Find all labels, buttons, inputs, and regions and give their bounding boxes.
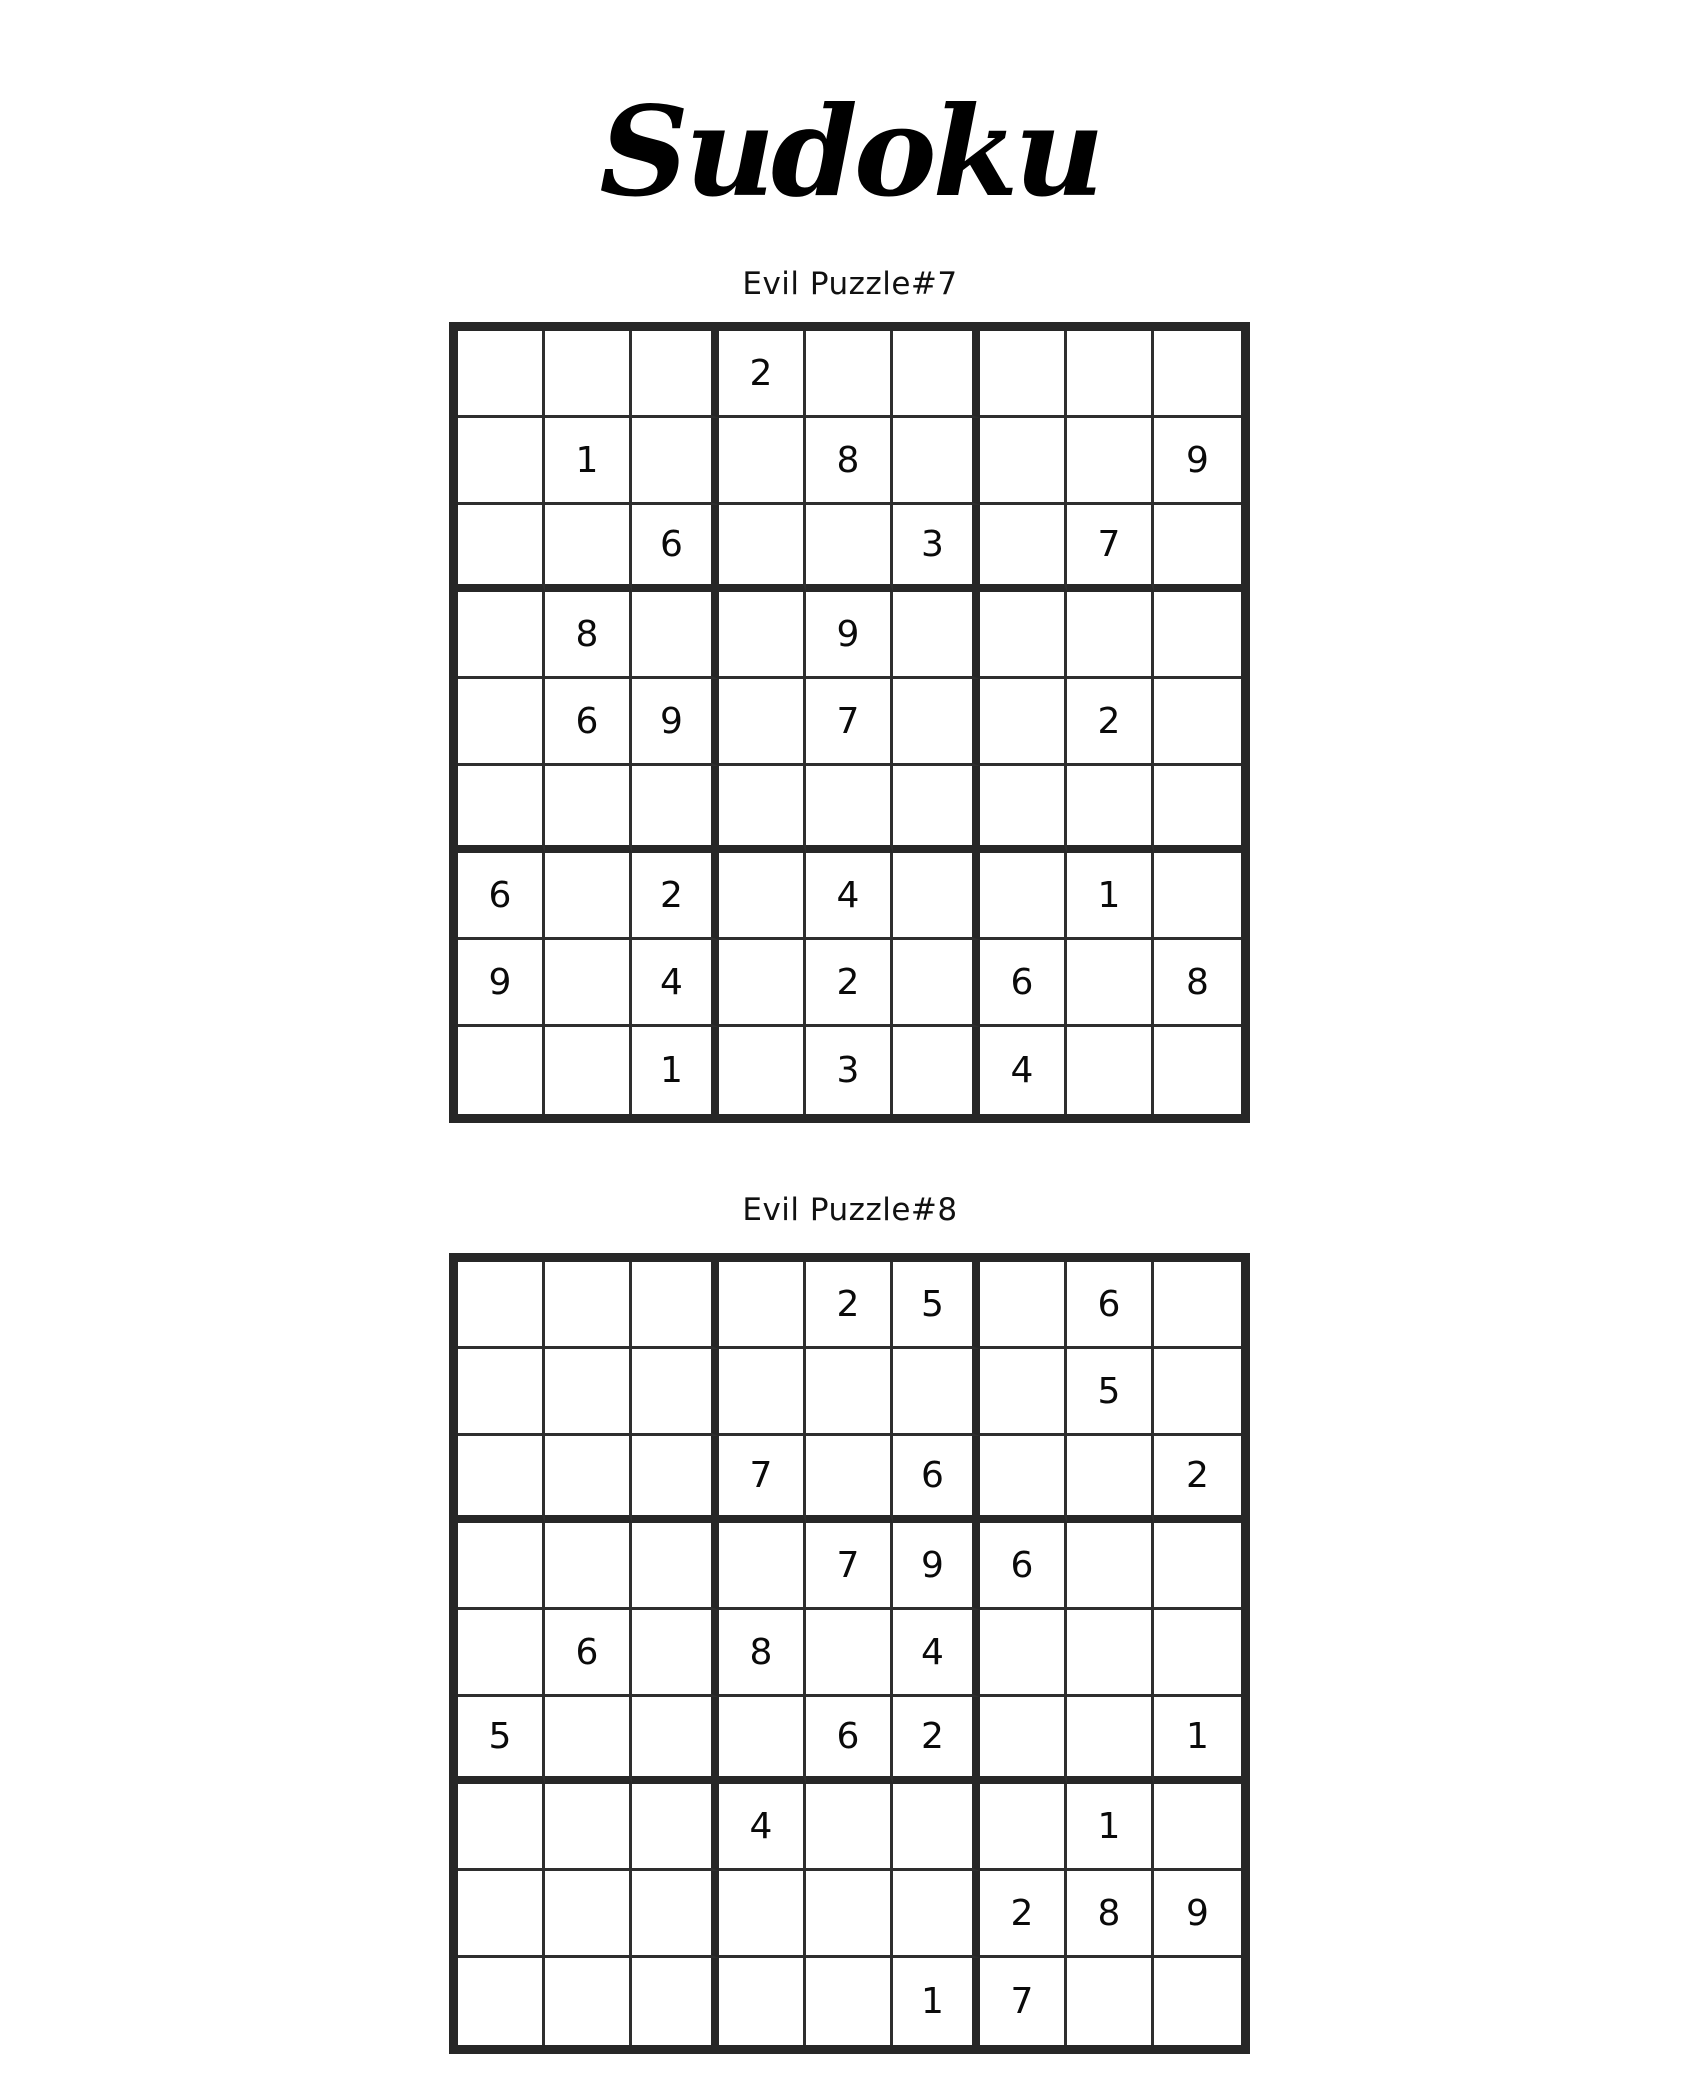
sudoku-cell[interactable]: 4 xyxy=(893,1610,980,1697)
sudoku-cell[interactable]: 5 xyxy=(458,1697,545,1784)
sudoku-cell[interactable] xyxy=(458,1436,545,1523)
sudoku-cell[interactable] xyxy=(458,1523,545,1610)
sudoku-cell[interactable] xyxy=(545,1697,632,1784)
sudoku-cell[interactable]: 1 xyxy=(1154,1697,1241,1784)
sudoku-cell[interactable] xyxy=(806,331,893,418)
sudoku-cell[interactable] xyxy=(893,679,980,766)
sudoku-cell[interactable] xyxy=(719,1871,806,1958)
sudoku-cell[interactable] xyxy=(1067,331,1154,418)
sudoku-cell[interactable]: 2 xyxy=(1067,679,1154,766)
sudoku-cell[interactable]: 2 xyxy=(1154,1436,1241,1523)
sudoku-cell[interactable] xyxy=(806,1871,893,1958)
sudoku-cell[interactable]: 2 xyxy=(893,1697,980,1784)
sudoku-cell[interactable] xyxy=(458,679,545,766)
sudoku-cell[interactable] xyxy=(1154,592,1241,679)
sudoku-cell[interactable]: 2 xyxy=(719,331,806,418)
sudoku-cell[interactable] xyxy=(632,1349,719,1436)
sudoku-cell[interactable] xyxy=(458,1262,545,1349)
sudoku-cell[interactable] xyxy=(893,1784,980,1871)
sudoku-cell[interactable] xyxy=(545,1349,632,1436)
sudoku-cell[interactable] xyxy=(545,1871,632,1958)
sudoku-cell[interactable] xyxy=(1154,1027,1241,1114)
sudoku-cell[interactable] xyxy=(806,1349,893,1436)
sudoku-cell[interactable]: 7 xyxy=(806,679,893,766)
puzzle-label-7: Evil Puzzle#7 xyxy=(742,266,958,302)
sudoku-cell[interactable]: 3 xyxy=(806,1027,893,1114)
sudoku-cell[interactable] xyxy=(806,505,893,592)
sudoku-cell[interactable]: 7 xyxy=(719,1436,806,1523)
sudoku-cell[interactable] xyxy=(632,418,719,505)
sudoku-cell[interactable] xyxy=(545,1784,632,1871)
sudoku-cell[interactable] xyxy=(545,853,632,940)
sudoku-cell[interactable]: 9 xyxy=(458,940,545,1027)
sudoku-cell[interactable] xyxy=(1154,331,1241,418)
sudoku-cell[interactable] xyxy=(980,1697,1067,1784)
sudoku-cell[interactable] xyxy=(632,1958,719,2045)
sudoku-cell[interactable]: 7 xyxy=(980,1958,1067,2045)
sudoku-cell[interactable] xyxy=(806,1610,893,1697)
sudoku-cell[interactable]: 8 xyxy=(719,1610,806,1697)
sudoku-cell[interactable]: 6 xyxy=(980,940,1067,1027)
sudoku-cell[interactable] xyxy=(1154,1610,1241,1697)
sudoku-cell[interactable]: 9 xyxy=(806,592,893,679)
sudoku-cell[interactable] xyxy=(632,1610,719,1697)
sudoku-cell[interactable]: 7 xyxy=(806,1523,893,1610)
sudoku-cell[interactable] xyxy=(719,505,806,592)
sudoku-cell[interactable] xyxy=(545,505,632,592)
sudoku-cell[interactable] xyxy=(632,1523,719,1610)
sudoku-cell[interactable] xyxy=(719,1027,806,1114)
sudoku-cell[interactable]: 8 xyxy=(545,592,632,679)
sudoku-cell[interactable] xyxy=(1067,592,1154,679)
sudoku-cell[interactable] xyxy=(980,505,1067,592)
sudoku-cell[interactable]: 6 xyxy=(545,679,632,766)
sudoku-cell[interactable]: 7 xyxy=(1067,505,1154,592)
sudoku-cell[interactable]: 3 xyxy=(893,505,980,592)
sudoku-grid-8 xyxy=(449,1253,1250,2054)
sudoku-cell[interactable]: 4 xyxy=(980,1027,1067,1114)
sudoku-cell[interactable] xyxy=(980,1349,1067,1436)
sudoku-cell[interactable] xyxy=(632,766,719,853)
sudoku-cell[interactable] xyxy=(719,679,806,766)
sudoku-cell[interactable]: 1 xyxy=(632,1027,719,1114)
sudoku-cell[interactable] xyxy=(1067,418,1154,505)
sudoku-cell[interactable] xyxy=(632,592,719,679)
sudoku-cell[interactable] xyxy=(806,1436,893,1523)
sudoku-cell[interactable] xyxy=(545,940,632,1027)
sudoku-cell[interactable] xyxy=(458,1027,545,1114)
sudoku-cell[interactable]: 4 xyxy=(806,853,893,940)
sudoku-cell[interactable]: 9 xyxy=(632,679,719,766)
sudoku-cell[interactable]: 5 xyxy=(893,1262,980,1349)
sudoku-cell[interactable] xyxy=(980,1262,1067,1349)
sudoku-cell[interactable] xyxy=(893,766,980,853)
sudoku-cell[interactable] xyxy=(458,1784,545,1871)
sudoku-cell[interactable]: 6 xyxy=(1067,1262,1154,1349)
sudoku-cell[interactable] xyxy=(1154,679,1241,766)
sudoku-cell[interactable] xyxy=(719,418,806,505)
sudoku-cell[interactable] xyxy=(1067,1610,1154,1697)
sudoku-cell[interactable] xyxy=(1154,766,1241,853)
sudoku-cell[interactable]: 6 xyxy=(632,505,719,592)
sudoku-cell[interactable]: 6 xyxy=(458,853,545,940)
page-title: Sudoku xyxy=(599,80,1101,225)
sudoku-cell[interactable] xyxy=(893,331,980,418)
sudoku-cell[interactable] xyxy=(458,418,545,505)
sudoku-cell[interactable] xyxy=(719,853,806,940)
sudoku-cell[interactable] xyxy=(458,1349,545,1436)
sudoku-cell[interactable]: 6 xyxy=(893,1436,980,1523)
sudoku-cell[interactable] xyxy=(1067,940,1154,1027)
sudoku-cell[interactable] xyxy=(719,940,806,1027)
sudoku-cell[interactable] xyxy=(1154,1784,1241,1871)
sudoku-cell[interactable] xyxy=(458,331,545,418)
sudoku-cell[interactable] xyxy=(1067,1027,1154,1114)
sudoku-cell[interactable] xyxy=(458,505,545,592)
sudoku-cell[interactable] xyxy=(1067,1436,1154,1523)
sudoku-cell[interactable] xyxy=(980,331,1067,418)
sudoku-cell[interactable] xyxy=(458,592,545,679)
sudoku-cell[interactable]: 9 xyxy=(1154,418,1241,505)
sudoku-cell[interactable]: 1 xyxy=(545,418,632,505)
sudoku-cell[interactable] xyxy=(806,1958,893,2045)
sudoku-cell[interactable]: 2 xyxy=(806,1262,893,1349)
sudoku-cell[interactable] xyxy=(893,1027,980,1114)
sudoku-cell[interactable]: 6 xyxy=(980,1523,1067,1610)
sudoku-cell[interactable] xyxy=(719,766,806,853)
sudoku-cell[interactable]: 1 xyxy=(893,1958,980,2045)
sudoku-cell[interactable]: 2 xyxy=(806,940,893,1027)
sudoku-cell[interactable] xyxy=(893,1871,980,1958)
sudoku-cell[interactable] xyxy=(632,1871,719,1958)
sudoku-cell[interactable] xyxy=(980,1436,1067,1523)
sudoku-cell[interactable] xyxy=(545,1523,632,1610)
sudoku-cell[interactable] xyxy=(719,592,806,679)
sudoku-cell[interactable]: 2 xyxy=(980,1871,1067,1958)
sudoku-cell[interactable]: 1 xyxy=(1067,1784,1154,1871)
sudoku-cell[interactable] xyxy=(719,1262,806,1349)
sudoku-cell[interactable] xyxy=(545,331,632,418)
sudoku-cell[interactable] xyxy=(980,679,1067,766)
sudoku-cell[interactable] xyxy=(1154,853,1241,940)
sudoku-cell[interactable] xyxy=(1154,505,1241,592)
sudoku-cell[interactable] xyxy=(632,1697,719,1784)
sudoku-cell[interactable] xyxy=(545,1436,632,1523)
sudoku-cell[interactable] xyxy=(1154,1349,1241,1436)
sudoku-cell[interactable] xyxy=(632,331,719,418)
sudoku-cell[interactable] xyxy=(545,766,632,853)
sudoku-cell[interactable] xyxy=(458,1871,545,1958)
sudoku-cell[interactable] xyxy=(545,1958,632,2045)
sudoku-cell[interactable] xyxy=(980,1610,1067,1697)
sudoku-cell[interactable]: 6 xyxy=(545,1610,632,1697)
sudoku-cell[interactable] xyxy=(632,1262,719,1349)
sudoku-cell[interactable]: 8 xyxy=(1067,1871,1154,1958)
sudoku-cell[interactable] xyxy=(545,1262,632,1349)
sudoku-cell[interactable] xyxy=(719,1958,806,2045)
sudoku-cell[interactable] xyxy=(893,853,980,940)
sudoku-cell[interactable] xyxy=(458,1958,545,2045)
sudoku-cell[interactable]: 5 xyxy=(1067,1349,1154,1436)
sudoku-cell[interactable] xyxy=(893,592,980,679)
sudoku-cell[interactable] xyxy=(632,1436,719,1523)
sudoku-cell[interactable]: 4 xyxy=(719,1784,806,1871)
sudoku-cell[interactable] xyxy=(1067,766,1154,853)
sudoku-cell[interactable] xyxy=(1067,1958,1154,2045)
sudoku-cell[interactable] xyxy=(632,1784,719,1871)
sudoku-cell[interactable] xyxy=(458,1610,545,1697)
sudoku-cell[interactable] xyxy=(893,1349,980,1436)
sudoku-cell[interactable]: 1 xyxy=(1067,853,1154,940)
sudoku-cell[interactable] xyxy=(1067,1523,1154,1610)
sudoku-cell[interactable] xyxy=(719,1523,806,1610)
sudoku-cell[interactable]: 2 xyxy=(632,853,719,940)
sudoku-cell[interactable] xyxy=(806,766,893,853)
sudoku-cell[interactable]: 9 xyxy=(893,1523,980,1610)
sudoku-cell[interactable] xyxy=(458,766,545,853)
sudoku-cell[interactable] xyxy=(1154,1523,1241,1610)
sudoku-grid-7 xyxy=(449,322,1250,1123)
sudoku-cell[interactable]: 6 xyxy=(806,1697,893,1784)
sudoku-cell[interactable]: 4 xyxy=(632,940,719,1027)
sudoku-cell[interactable] xyxy=(893,418,980,505)
sudoku-cell[interactable] xyxy=(1067,1697,1154,1784)
sudoku-cell[interactable] xyxy=(719,1349,806,1436)
sudoku-cell[interactable] xyxy=(806,1784,893,1871)
sudoku-cell[interactable] xyxy=(980,418,1067,505)
sudoku-cell[interactable]: 8 xyxy=(1154,940,1241,1027)
sudoku-cell[interactable] xyxy=(980,766,1067,853)
sudoku-cell[interactable] xyxy=(893,940,980,1027)
sudoku-cell[interactable] xyxy=(980,853,1067,940)
sudoku-cell[interactable] xyxy=(980,592,1067,679)
sudoku-cell[interactable] xyxy=(719,1697,806,1784)
sudoku-cell[interactable]: 9 xyxy=(1154,1871,1241,1958)
sudoku-cell[interactable] xyxy=(1154,1262,1241,1349)
sudoku-cell[interactable] xyxy=(1154,1958,1241,2045)
puzzle-label-8: Evil Puzzle#8 xyxy=(742,1192,958,1228)
sudoku-cell[interactable] xyxy=(545,1027,632,1114)
sudoku-cell[interactable] xyxy=(980,1784,1067,1871)
sudoku-cell[interactable]: 8 xyxy=(806,418,893,505)
